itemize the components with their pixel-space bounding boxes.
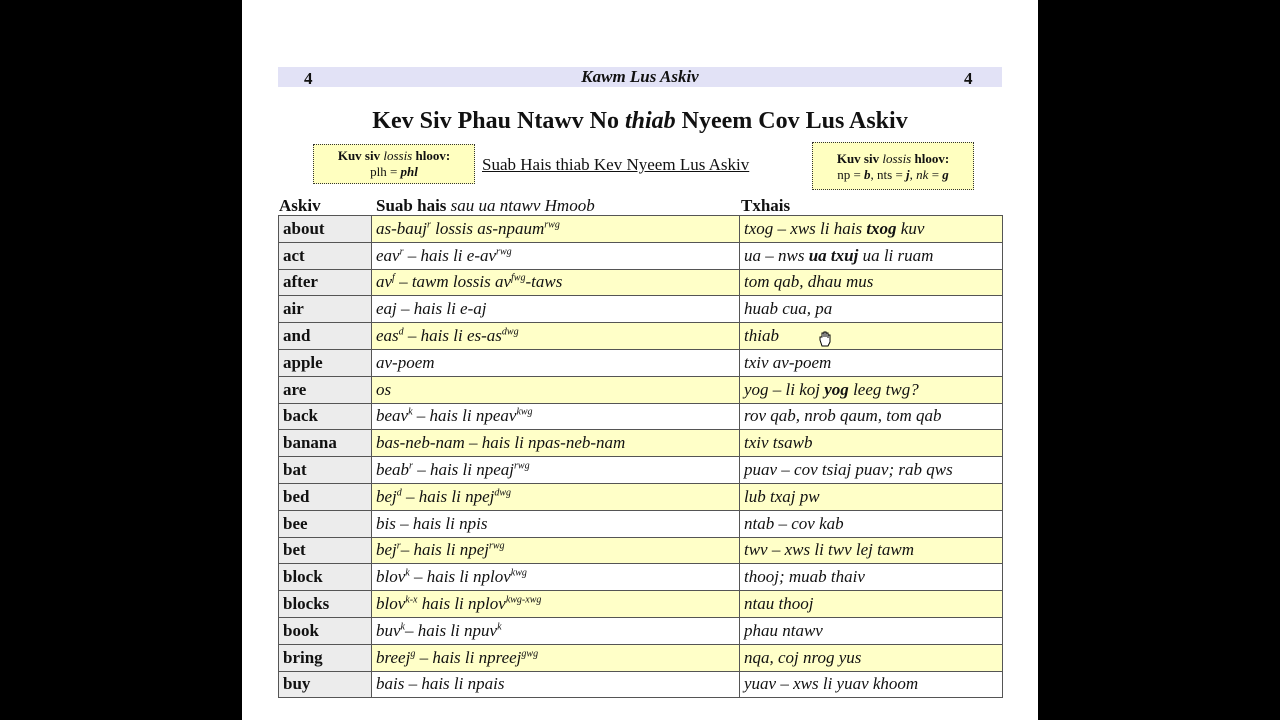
key-left-label: plh = — [370, 164, 401, 179]
english-word: air — [279, 296, 372, 323]
pronunciation-cell — [372, 564, 740, 591]
right-black-margin — [1038, 0, 1280, 720]
pronunciation-text: -taws — [525, 272, 563, 292]
document-page — [242, 0, 1038, 720]
pronunciation-text: rwg — [496, 246, 512, 258]
pronunciation-cell — [372, 671, 740, 698]
meaning-text: thooj; muab thaiv — [744, 567, 865, 587]
meaning-text: lub txaj pw — [744, 486, 820, 506]
key-right-l1: np = — [837, 167, 865, 182]
pronunciation-cell — [372, 403, 740, 430]
pronunciation-text: r — [396, 540, 401, 552]
table-row — [279, 564, 1003, 591]
meaning-cell — [740, 457, 1003, 484]
key-right-heading-a: Kuv siv — [836, 151, 883, 166]
meaning-text: txog — [866, 218, 897, 238]
pronunciation-text: beav — [376, 406, 409, 426]
meaning-text: thiab — [744, 326, 779, 346]
title-italic: thiab — [624, 108, 676, 134]
meaning-cell — [740, 591, 1003, 618]
pronunciation-text: bej — [376, 486, 397, 506]
key-right-sep2: , — [909, 167, 917, 182]
table-row — [279, 537, 1003, 564]
key-right-v3: g — [942, 167, 949, 182]
key-left-heading-b: lossis — [383, 148, 413, 163]
pronunciation-text: eas — [376, 326, 399, 346]
key-right-line — [813, 167, 973, 183]
pronunciation-text: rwg — [514, 460, 530, 472]
meaning-text: huab cua, pa — [744, 299, 833, 319]
table-row — [279, 617, 1003, 644]
pronunciation-text: – hais li npeav — [412, 406, 517, 426]
key-right-heading — [813, 151, 973, 167]
english-word: block — [279, 564, 372, 591]
running-header-title: Kawm Lus Askiv — [581, 67, 699, 86]
english-word: back — [279, 403, 372, 430]
table-row — [279, 457, 1003, 484]
pronunciation-text: rwg — [489, 540, 505, 552]
vocabulary-table-body — [279, 216, 1003, 698]
meaning-cell — [740, 242, 1003, 269]
english-word: banana — [279, 430, 372, 457]
pronunciation-text: gwg — [521, 647, 539, 659]
pronunciation-text: d — [396, 487, 402, 499]
meaning-cell — [740, 216, 1003, 243]
meaning-text: rov qab, nrob qaum, tom qab — [744, 406, 942, 426]
meaning-text: tom qab, dhau mus — [744, 272, 874, 292]
pronunciation-text: g — [410, 647, 416, 659]
key-left-line — [314, 164, 474, 180]
vocabulary-table — [278, 215, 1003, 698]
meaning-cell — [740, 296, 1003, 323]
english-word: bed — [279, 483, 372, 510]
pronunciation-text: k — [408, 406, 413, 418]
pronunciation-cell — [372, 376, 740, 403]
key-right-heading-b: lossis — [882, 151, 912, 166]
table-row — [279, 644, 1003, 671]
pronunciation-text: beab — [376, 460, 410, 480]
pronunciation-text: kwg — [516, 406, 533, 418]
english-word: book — [279, 617, 372, 644]
page-number-left: 4 — [304, 69, 313, 88]
pronunciation-text: bis – hais li npis — [376, 513, 488, 533]
pronunciation-text: – hais li npeaj — [412, 460, 515, 480]
pronunciation-cell — [372, 242, 740, 269]
column-header-pronunciation-bold: Suab hais — [376, 196, 447, 215]
table-row — [279, 483, 1003, 510]
pronunciation-text: lossis as-npaum — [430, 218, 545, 238]
meaning-cell — [740, 671, 1003, 698]
meaning-text: yog — [824, 379, 849, 399]
pronunciation-cell — [372, 269, 740, 296]
table-row — [279, 349, 1003, 376]
pronunciation-text: bas-neb-nam – hais li npas-neb-nam — [376, 433, 626, 453]
pronunciation-text: k — [405, 567, 410, 579]
meaning-text: txiv av-poem — [744, 352, 832, 372]
table-row — [279, 269, 1003, 296]
title-part-1: Kev Siv Phau Ntawv No — [372, 108, 625, 134]
meaning-text: yuav – xws li yuav khoom — [744, 674, 919, 694]
meaning-text: puav – cov tsiaj puav; rab qws — [744, 460, 953, 480]
pronunciation-text: k — [497, 621, 502, 633]
english-word: act — [279, 242, 372, 269]
pronunciation-cell — [372, 349, 740, 376]
english-word: apple — [279, 349, 372, 376]
table-row — [279, 242, 1003, 269]
table-row — [279, 376, 1003, 403]
meaning-text: kuv — [896, 218, 925, 238]
meaning-text: ua – nws — [744, 245, 809, 265]
pronunciation-text: dwg — [501, 326, 519, 338]
english-word: after — [279, 269, 372, 296]
pronunciation-text: – hais li nplov — [409, 567, 511, 587]
table-row — [279, 216, 1003, 243]
pronunciation-text: – tawm lossis av — [394, 272, 512, 292]
meaning-cell — [740, 269, 1003, 296]
key-left-value: phl — [400, 164, 418, 179]
pronunciation-text: k-x — [405, 594, 418, 606]
page-title — [278, 106, 1002, 136]
title-part-2: Nyeem Cov Lus Askiv — [675, 108, 908, 134]
pronunciation-cell — [372, 216, 740, 243]
pronunciation-text: – hais li npuv — [405, 620, 498, 640]
pronunciation-text: rwg — [544, 219, 560, 231]
english-word: about — [279, 216, 372, 243]
key-right-v2: j — [906, 167, 910, 182]
meaning-cell — [740, 376, 1003, 403]
key-left-heading-a: Kuv siv — [337, 148, 384, 163]
key-left-heading — [314, 148, 474, 164]
pronunciation-text: blov — [376, 594, 406, 614]
pronunciation-text: av-poem — [376, 352, 435, 372]
pronunciation-text: r — [399, 246, 404, 258]
pronunciation-cell — [372, 430, 740, 457]
left-black-margin — [0, 0, 242, 720]
pronunciation-text: dwg — [494, 487, 512, 499]
subtitle-link[interactable]: Suab Hais thiab Kev Nyeem Lus Askiv — [482, 155, 750, 174]
meaning-cell — [740, 617, 1003, 644]
english-word: bee — [279, 510, 372, 537]
pronunciation-text: kwg-xwg — [505, 594, 542, 606]
meaning-cell — [740, 510, 1003, 537]
meaning-cell — [740, 403, 1003, 430]
key-right-v1: b — [864, 167, 871, 182]
pronunciation-text: bais – hais li npais — [376, 674, 505, 694]
pronunciation-text: d — [398, 326, 404, 338]
english-word: bring — [279, 644, 372, 671]
page-number-right: 4 — [964, 69, 973, 88]
column-header-pronunciation — [376, 195, 595, 217]
pronunciation-text: hais li nplov — [417, 594, 506, 614]
pronunciation-cell — [372, 617, 740, 644]
pronunciation-text: – hais li npreej — [415, 647, 522, 667]
table-row — [279, 323, 1003, 350]
meaning-text: ntab – cov kab — [744, 513, 844, 533]
pronunciation-cell — [372, 296, 740, 323]
english-word: blocks — [279, 591, 372, 618]
english-word: are — [279, 376, 372, 403]
table-row — [279, 296, 1003, 323]
table-row — [279, 403, 1003, 430]
pronunciation-cell — [372, 644, 740, 671]
pronunciation-text: breej — [376, 647, 411, 667]
pronunciation-text: – hais li e-av — [403, 245, 497, 265]
pronunciation-cell — [372, 591, 740, 618]
meaning-text: txiv tsawb — [744, 433, 813, 453]
meaning-text: txog – xws li hais — [744, 218, 867, 238]
key-right-heading-c: hloov: — [911, 151, 950, 166]
pronunciation-text: blov — [376, 567, 406, 587]
key-box-left — [313, 144, 475, 184]
meaning-cell — [740, 349, 1003, 376]
hand-cursor-icon — [816, 330, 834, 348]
key-right-sep1: , nts = — [870, 167, 907, 182]
pronunciation-text: – hais li es-as — [403, 326, 502, 346]
meaning-text: nqa, coj nrog yus — [744, 647, 862, 667]
pronunciation-text: kwg — [510, 567, 527, 579]
meaning-text: ua txuj — [808, 245, 859, 265]
pronunciation-text: av — [376, 272, 393, 292]
pronunciation-text: eav — [376, 245, 400, 265]
pronunciation-text: k — [400, 621, 405, 633]
meaning-text: ntau thooj — [744, 594, 814, 614]
meaning-text: ua li ruam — [858, 245, 934, 265]
pronunciation-text: r — [427, 219, 431, 231]
pronunciation-text: buv — [376, 620, 401, 640]
meaning-cell — [740, 323, 1003, 350]
table-row — [279, 591, 1003, 618]
meaning-text: phau ntawv — [744, 620, 823, 640]
pronunciation-text: as-bauj — [376, 218, 427, 238]
table-row — [279, 510, 1003, 537]
key-left-heading-c: hloov: — [412, 148, 451, 163]
column-header-english: Askiv — [279, 196, 321, 215]
pronunciation-text: os — [376, 379, 392, 399]
pronunciation-text: – hais li npej — [401, 486, 495, 506]
pronunciation-text: bej — [376, 540, 397, 560]
column-header-pronunciation-italic: sau ua ntawv Hmoob — [446, 196, 595, 215]
meaning-cell — [740, 564, 1003, 591]
key-right-eq: = — [928, 167, 943, 182]
column-header-meaning: Txhais — [741, 196, 791, 215]
pronunciation-cell — [372, 537, 740, 564]
english-word: buy — [279, 671, 372, 698]
meaning-text: twv – xws li twv lej tawm — [744, 540, 914, 560]
meaning-cell — [740, 537, 1003, 564]
pronunciation-text: f — [392, 272, 395, 284]
pronunciation-text: fwg — [511, 272, 526, 284]
pronunciation-text: r — [409, 460, 413, 472]
english-word: and — [279, 323, 372, 350]
pronunciation-cell — [372, 483, 740, 510]
pronunciation-cell — [372, 457, 740, 484]
meaning-cell — [740, 644, 1003, 671]
pronunciation-text: – hais li npej — [400, 540, 489, 560]
english-word: bet — [279, 537, 372, 564]
table-row — [279, 430, 1003, 457]
meaning-text: leeg twg? — [848, 379, 919, 399]
pronunciation-text: eaj – hais li e-aj — [376, 299, 487, 319]
pronunciation-cell — [372, 510, 740, 537]
key-box-right — [812, 142, 974, 190]
pronunciation-cell — [372, 323, 740, 350]
meaning-cell — [740, 483, 1003, 510]
meaning-cell — [740, 430, 1003, 457]
meaning-text: yog – li koj — [744, 379, 825, 399]
key-right-l3: nk — [916, 167, 929, 182]
table-row — [279, 671, 1003, 698]
english-word: bat — [279, 457, 372, 484]
